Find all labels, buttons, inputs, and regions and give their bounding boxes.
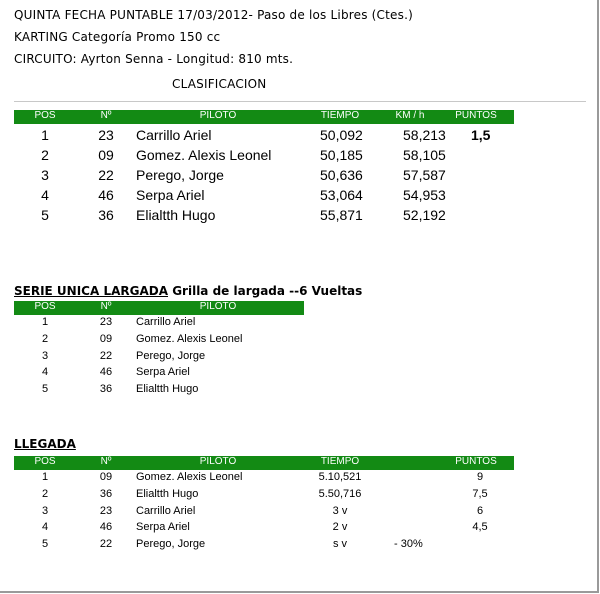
num-cell: 09 [99, 332, 113, 345]
col-num: Nº [100, 301, 112, 312]
puntos-cell: 1,5 [471, 127, 491, 143]
tiempo-cell: 5.10,521 [318, 471, 362, 483]
pos-cell: 5 [41, 538, 49, 551]
puntos-cell: 4,5 [472, 521, 488, 534]
col-puntos: PUNTOS [455, 456, 497, 467]
col-pos: POS [34, 301, 56, 312]
pos-cell: 5 [41, 207, 49, 223]
num-cell: 36 [99, 383, 113, 396]
llegada-header [14, 456, 514, 470]
pos-cell: 1 [41, 316, 49, 328]
pos-cell: 3 [41, 167, 49, 183]
col-tiempo: TIEMPO [320, 110, 360, 121]
circuit-line: CIRCUITO: Ayrton Senna - Longitud: 810 mts. [14, 52, 294, 66]
piloto-cell: Elialtth Hugo [136, 487, 199, 500]
kmh-cell: 58,213 [403, 127, 446, 143]
llegada-title: LLEGADA [14, 437, 76, 451]
kmh-cell: 54,953 [403, 187, 446, 203]
num-cell: 46 [99, 521, 113, 534]
piloto-cell: Gomez. Alexis Leonel [136, 147, 272, 163]
serie-title [14, 284, 362, 298]
kmh-cell: 57,587 [403, 167, 446, 183]
pos-cell: 2 [41, 487, 49, 500]
pos-cell: 1 [41, 127, 49, 143]
piloto-cell: Perego, Jorge [136, 538, 206, 551]
nota-cell: - 30% [394, 538, 423, 551]
col-piloto: PILOTO [199, 301, 237, 312]
table-row [14, 505, 514, 522]
pos-cell: 4 [41, 187, 49, 203]
table-row [14, 350, 514, 367]
piloto-cell: Serpa Ariel [136, 187, 205, 203]
num-cell: 36 [99, 487, 113, 500]
piloto-cell: Perego, Jorge [136, 349, 206, 362]
col-piloto: PILOTO [199, 110, 237, 121]
table-row [14, 167, 514, 187]
col-piloto: PILOTO [199, 456, 237, 467]
table-row [14, 147, 514, 167]
table-row [14, 383, 514, 400]
num-cell: 09 [98, 147, 114, 163]
pos-cell: 4 [41, 366, 49, 379]
tiempo-cell: 55,871 [320, 207, 363, 223]
piloto-cell: Carrillo Ariel [136, 504, 196, 517]
num-cell: 36 [98, 207, 114, 223]
piloto-cell: Serpa Ariel [136, 521, 190, 534]
event-title: QUINTA FECHA PUNTABLE 17/03/2012- Paso de los Libres (Ctes.) [14, 8, 413, 22]
table-row [14, 538, 514, 555]
num-cell: 22 [99, 349, 113, 362]
num-cell: 23 [99, 316, 113, 328]
num-cell: 09 [99, 471, 113, 483]
table-row [14, 333, 514, 350]
table-row [14, 521, 514, 538]
pos-cell: 4 [41, 521, 49, 534]
serie-header [14, 301, 304, 315]
col-pos: POS [34, 456, 56, 467]
num-cell: 46 [98, 187, 114, 203]
col-pos: POS [34, 110, 56, 121]
tiempo-cell: 50,092 [320, 127, 363, 143]
num-cell: 46 [99, 366, 113, 379]
table-row [14, 471, 514, 488]
col-num: Nº [100, 456, 112, 467]
tiempo-cell: 2 v [332, 521, 348, 534]
piloto-cell: Perego, Jorge [136, 167, 224, 183]
table-row [14, 127, 514, 147]
pos-cell: 2 [41, 147, 49, 163]
kmh-cell: 58,105 [403, 147, 446, 163]
table-row [14, 187, 514, 207]
pos-cell: 5 [41, 383, 49, 396]
tiempo-cell: 53,064 [320, 187, 363, 203]
table-row [14, 316, 514, 333]
serie-title-b: Grilla de largada [168, 284, 285, 298]
piloto-cell: Gomez. Alexis Leonel [136, 332, 243, 345]
piloto-cell: Elialtth Hugo [136, 207, 216, 223]
num-cell: 23 [99, 504, 113, 517]
piloto-cell: Carrillo Ariel [136, 316, 196, 328]
clasificacion-title: CLASIFICACION [172, 77, 267, 91]
table-row [14, 488, 514, 505]
puntos-cell: 7,5 [472, 487, 488, 500]
serie-title-a: SERIE UNICA LARGADA [14, 284, 169, 298]
puntos-cell: 9 [476, 471, 484, 483]
piloto-cell: Carrillo Ariel [136, 127, 212, 143]
category-line: KARTING Categoría Promo 150 cc [14, 30, 221, 44]
piloto-cell: Gomez. Alexis Leonel [136, 471, 243, 483]
num-cell: 23 [98, 127, 114, 143]
pos-cell: 3 [41, 349, 49, 362]
num-cell: 22 [98, 167, 114, 183]
pos-cell: 3 [41, 504, 49, 517]
table-row [14, 207, 514, 227]
pos-cell: 2 [41, 332, 49, 345]
pos-cell: 1 [41, 471, 49, 483]
piloto-cell: Elialtth Hugo [136, 383, 199, 396]
col-num: Nº [100, 110, 112, 121]
tiempo-cell: 3 v [332, 504, 348, 517]
tiempo-cell: 50,636 [320, 167, 363, 183]
table-row [14, 366, 514, 383]
piloto-cell: Serpa Ariel [136, 366, 190, 379]
puntos-cell: 6 [476, 504, 484, 517]
divider [14, 101, 586, 102]
clasificacion-header [14, 110, 514, 124]
tiempo-cell: s v [332, 538, 348, 551]
kmh-cell: 52,192 [403, 207, 446, 223]
tiempo-cell: 50,185 [320, 147, 363, 163]
col-puntos: PUNTOS [455, 110, 497, 121]
tiempo-cell: 5.50,716 [318, 487, 362, 500]
num-cell: 22 [99, 538, 113, 551]
col-kmh: KM / h [395, 110, 425, 121]
col-tiempo: TIEMPO [320, 456, 360, 467]
serie-title-c: --6 Vueltas [285, 284, 363, 298]
